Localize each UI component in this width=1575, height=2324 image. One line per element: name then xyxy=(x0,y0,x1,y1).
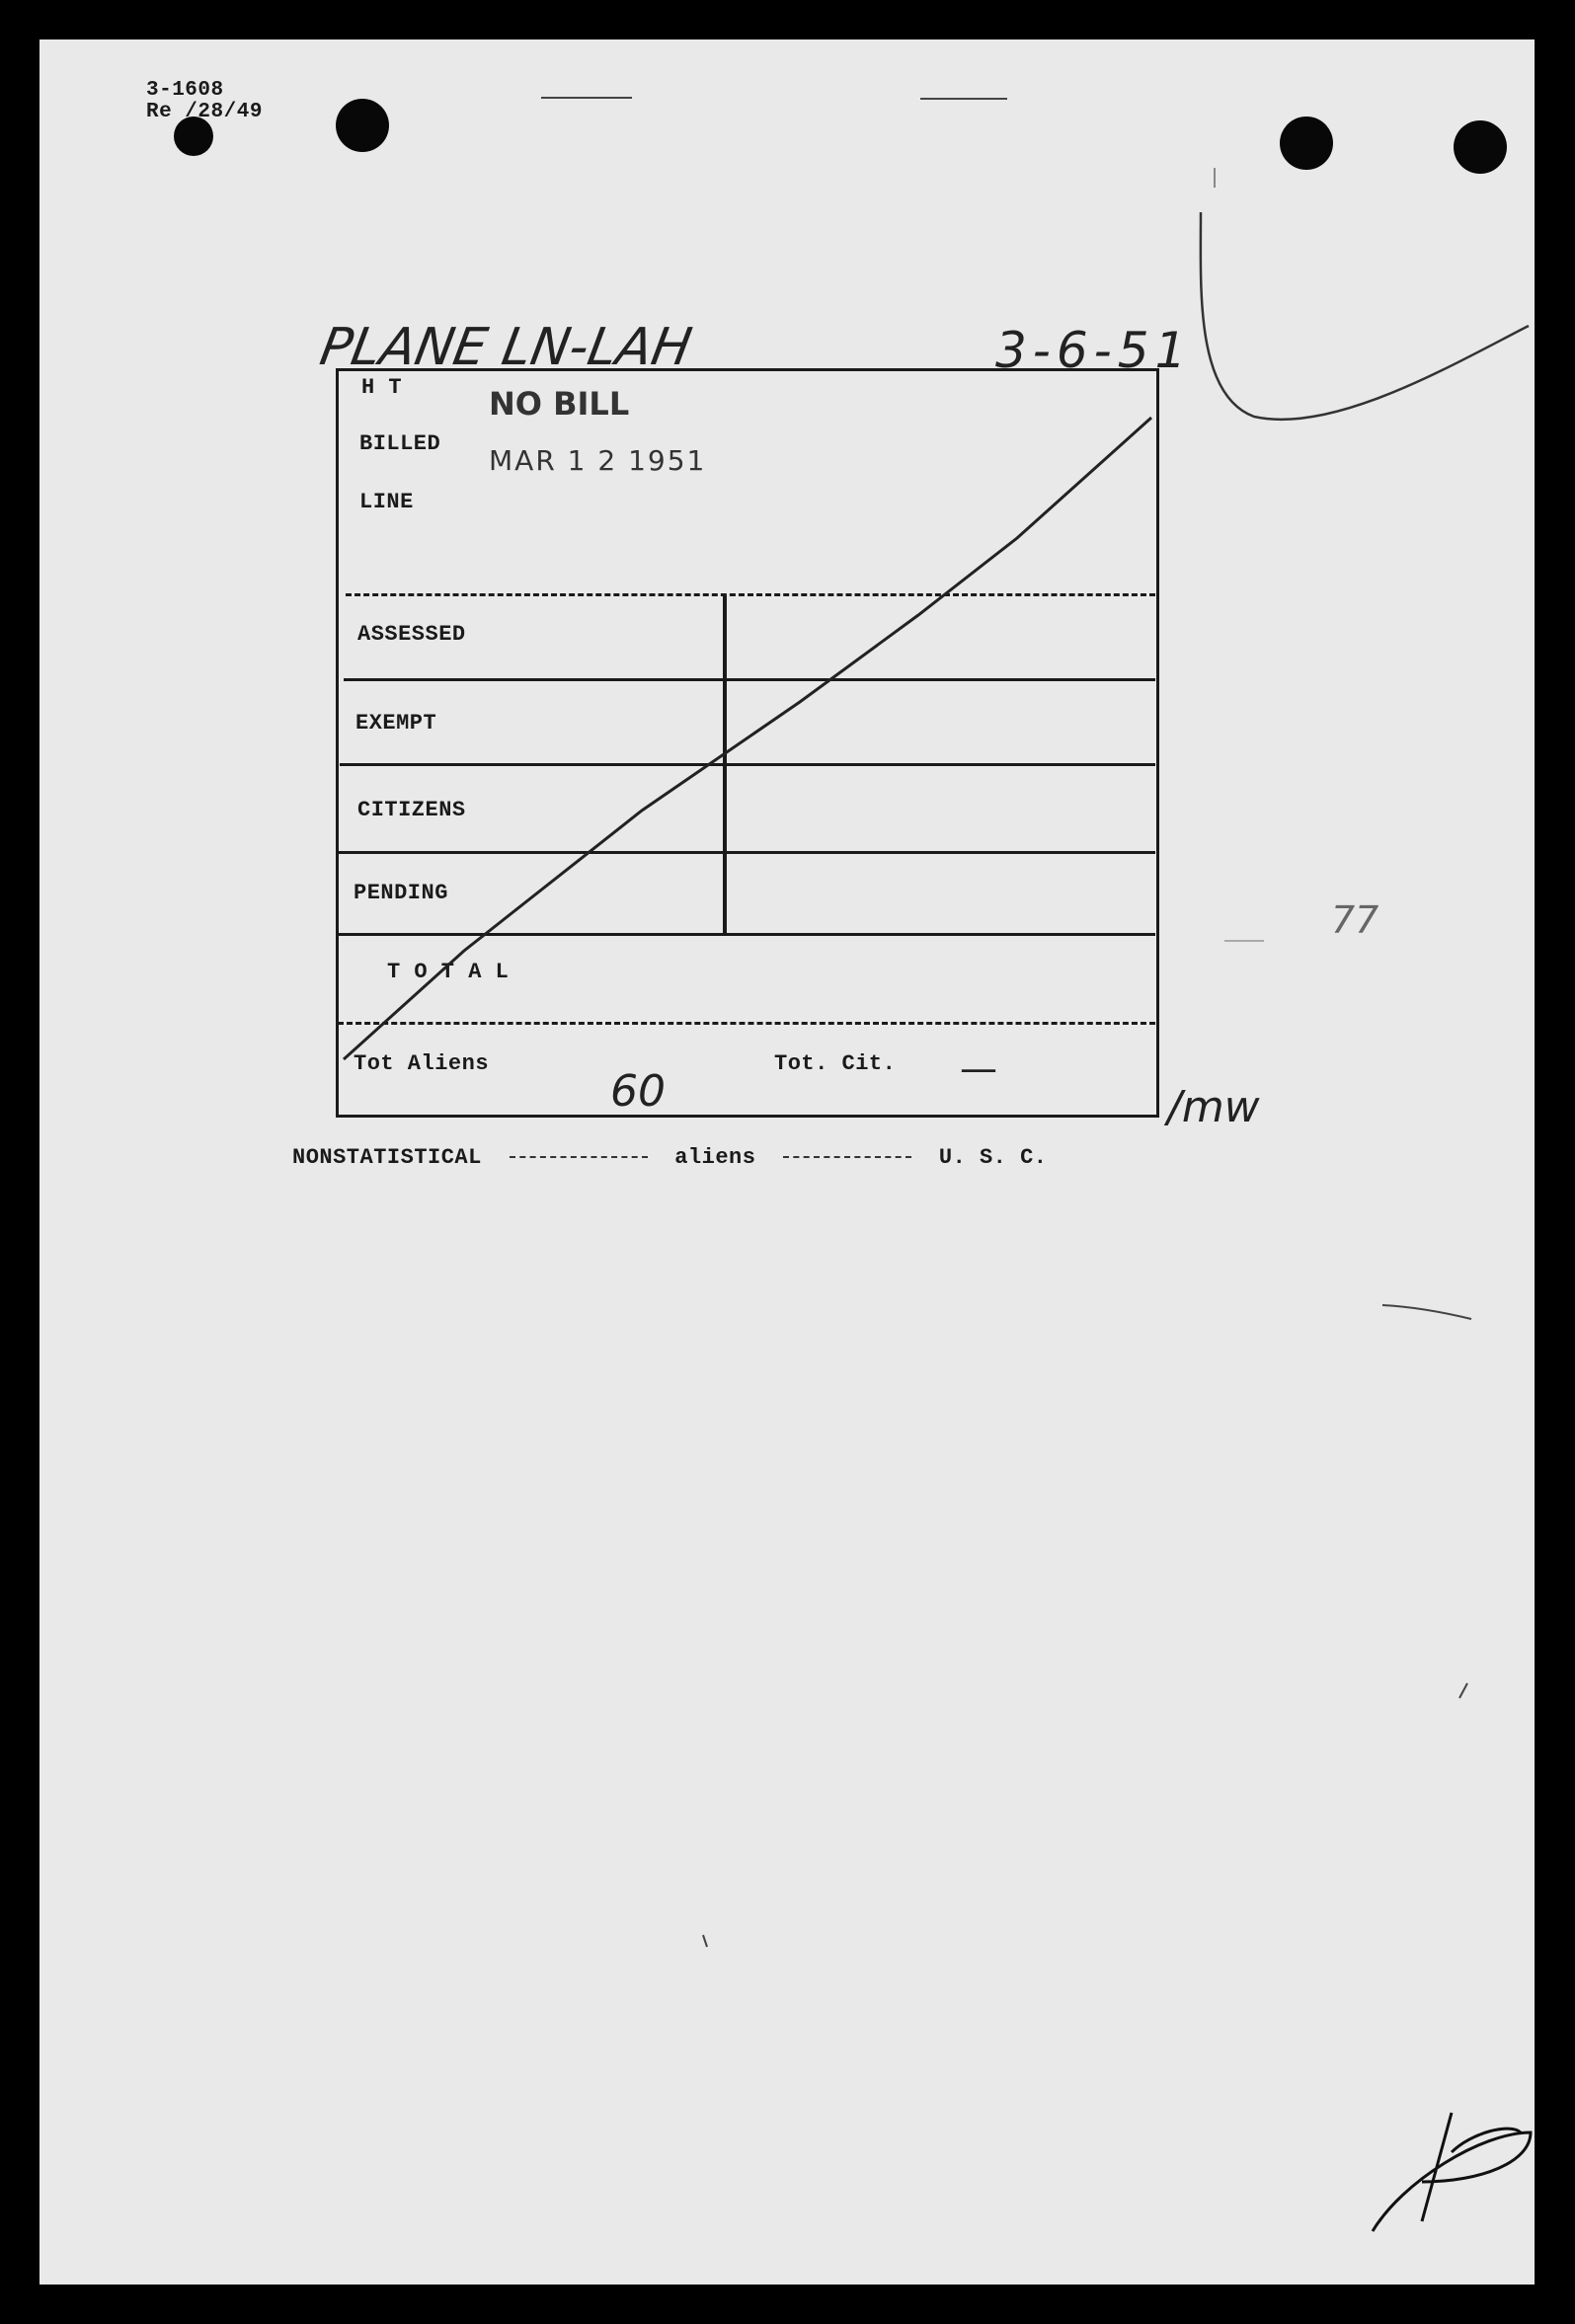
handwritten-initials: /mw xyxy=(1167,1082,1260,1132)
tot-cit-value: — xyxy=(960,1046,997,1090)
handwritten-side-number: 77 xyxy=(1331,898,1379,942)
nonstatistical-label: NONSTATISTICAL xyxy=(292,1145,482,1170)
tot-aliens-value: 60 xyxy=(610,1066,666,1117)
row-label-assessed: ASSESSED xyxy=(357,622,466,647)
form-number: 3-1608 xyxy=(146,79,224,102)
aliens-label: aliens xyxy=(674,1145,756,1170)
tot-aliens-label: Tot Aliens xyxy=(354,1051,490,1076)
tot-cit-label: Tot. Cit. xyxy=(774,1051,897,1076)
handwritten-plane: PLANE LN-LAH xyxy=(315,318,696,377)
row-label-exempt: EXEMPT xyxy=(355,711,437,736)
billed-label: BILLED xyxy=(359,431,441,456)
line-label: LINE xyxy=(359,490,414,514)
total-label: T O T A L xyxy=(387,960,510,984)
form-revision: Re /28/49 xyxy=(146,101,263,123)
document-page xyxy=(39,39,1535,2285)
stamp-date: MAR 1 2 1951 xyxy=(489,444,707,477)
row-label-pending: PENDING xyxy=(354,881,448,905)
signature-mark xyxy=(1363,2073,1540,2271)
handwritten-date: 3-6-51 xyxy=(995,322,1193,379)
ht-label: H T xyxy=(361,375,403,400)
scratch-marks xyxy=(39,39,1535,2285)
row-label-citizens: CITIZENS xyxy=(357,798,466,822)
usc-label: U. S. C. xyxy=(938,1145,1048,1170)
stamp-no-bill: NO BILL xyxy=(489,385,630,423)
